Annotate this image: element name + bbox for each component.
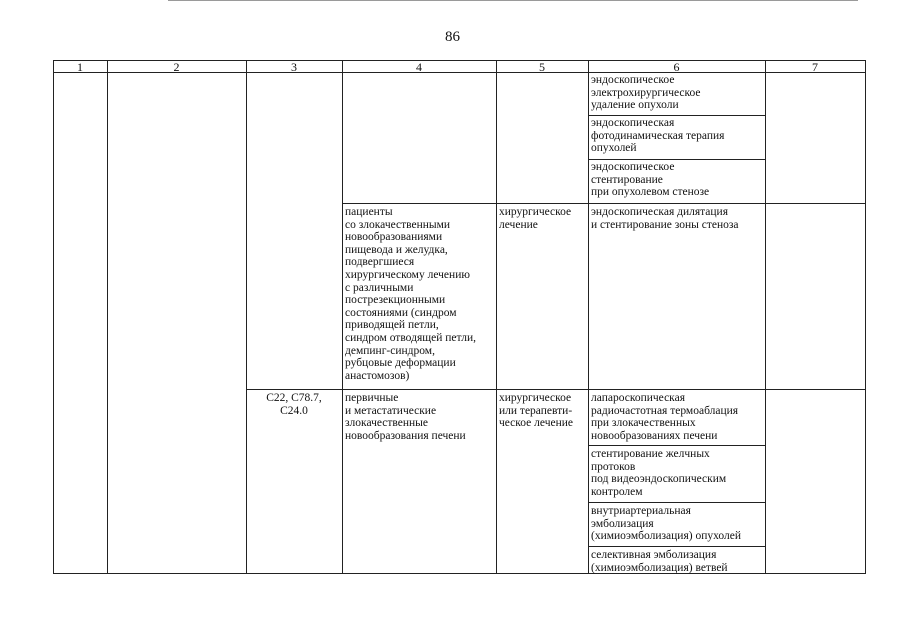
col-border-right [865,60,866,574]
header-col-4: 4 [416,60,422,74]
row-border-method-1 [588,115,765,116]
row-border-method-6 [588,502,765,503]
row-border-method-7 [588,546,765,547]
header-col-3: 3 [291,60,297,74]
treatment-type-cell: хирургическое лечение [499,206,572,231]
header-col-6: 6 [673,60,680,74]
method-cell: эндоскопическая дилятация и стентирование зоны стеноза [591,206,739,231]
scan-top-edge [168,0,858,1]
header-col-2: 2 [173,60,180,74]
col-border-1-2 [107,60,108,574]
icd-codes-cell: C22, C78.7, C24.0 [266,392,322,417]
col-border-left [53,60,54,574]
method-cell: эндоскопическое электрохирургическое удаление опухоли [591,74,701,112]
col-border-2-3 [246,60,247,574]
treatment-type-cell: хирургическое или терапевти- ческое лечение [499,392,574,430]
method-cell: эндоскопическая фотодинамическая терапия опухолей [591,117,725,155]
row-border-group-2 [246,389,865,390]
row-border-method-2 [588,159,765,160]
method-cell: эндоскопическое стентирование при опухолевом стенозе [591,161,710,199]
patients-cell: пациенты со злокачественными новообразованиями пищевода и желудка, подвергшиеся хирургическому лечению с различными пострезекционными состояниями (синдром приводящей петли, синдром отводящей петли, демпинг-синдром, рубцовые деформации анастомозов) [345,206,476,382]
col-border-4-5 [496,60,497,574]
method-cell: внутриартериальная эмболизация (химиоэмболизация) опухолей [591,505,742,543]
method-cell: лапароскопическая радиочастотная термоаблация при злокачественных новообразованиях печени [591,392,739,442]
method-cell: стентирование желчных протоков под видеоэндоскопическим контролем [591,448,727,498]
header-col-5: 5 [539,60,545,74]
row-border-method-5 [588,445,765,446]
method-cell: селективная эмболизация (химиоэмболизация) ветвей [591,549,728,574]
col-border-3-4 [342,60,343,574]
col-border-5-6 [588,60,589,574]
header-col-7: 7 [812,60,818,74]
page-number: 86 [445,29,460,45]
col-border-6-7 [765,60,766,574]
patients-cell: первичные и метастатические злокачественные новообразования печени [345,392,466,442]
row-border-group-1 [342,203,865,204]
header-col-1: 1 [77,60,83,74]
